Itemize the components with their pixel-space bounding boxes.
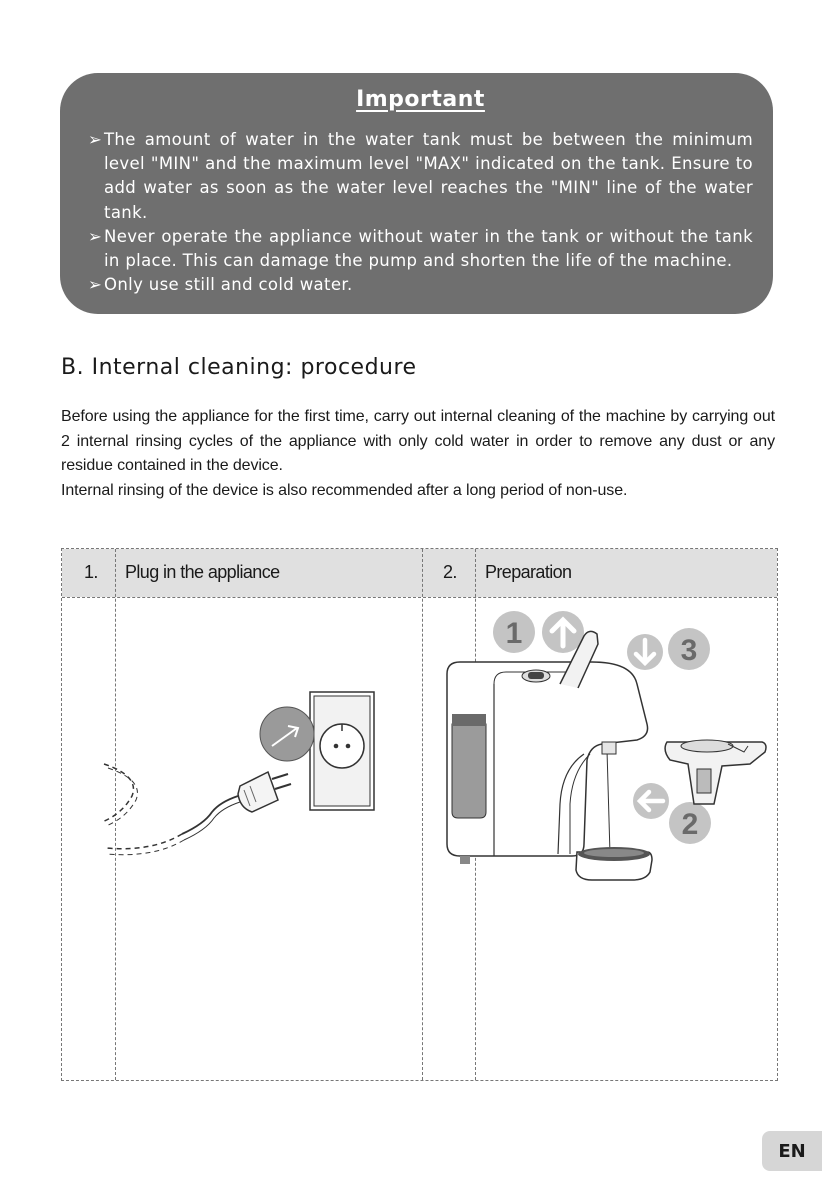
step-2-number: 2. bbox=[443, 562, 457, 582]
arrow-bullet-icon: ➢ bbox=[88, 226, 103, 246]
svg-text:2: 2 bbox=[681, 808, 699, 841]
step-1-label: Plug in the appliance bbox=[125, 562, 280, 582]
important-item: ➢ Never operate the appliance without water in the tank or without the tank in place. This can damage the pump and shorten the life of the machine. bbox=[88, 226, 753, 271]
important-title: Important bbox=[356, 87, 485, 112]
svg-text:3: 3 bbox=[680, 634, 698, 667]
steps-table bbox=[61, 548, 778, 1081]
intro-paragraph: Before using the appliance for the first time, carry out internal cleaning of the machine by carrying out 2 internal rinsing cycles of the appliance with only cold water in order to remove any dust or any residue contained in the device. bbox=[61, 408, 775, 474]
intro-text bbox=[61, 405, 775, 503]
important-list bbox=[88, 128, 753, 297]
important-item: ➢ The amount of water in the water tank must be between the minimum level "MIN" and the maximum level "MAX" indicated on the tank. Ensure to add water as soon as the water level reaches the "MIN" line of the water tank. bbox=[88, 130, 753, 222]
svg-text:1: 1 bbox=[505, 617, 523, 650]
coffee-machine-illustration bbox=[432, 604, 772, 904]
important-notice bbox=[60, 73, 773, 314]
water-tank bbox=[452, 724, 486, 818]
section-title: B. Internal cleaning: procedure bbox=[61, 355, 417, 380]
language-tab: EN bbox=[762, 1131, 822, 1171]
arrow-bullet-icon: ➢ bbox=[88, 130, 103, 149]
step-2-label: Preparation bbox=[485, 562, 572, 582]
arrow-bullet-icon: ➢ bbox=[88, 275, 103, 295]
important-item: ➢ Only use still and cold water. bbox=[88, 273, 753, 297]
plug-socket-illustration bbox=[92, 684, 382, 874]
intro-paragraph: Internal rinsing of the device is also recommended after a long period of non-use. bbox=[61, 481, 628, 499]
step-1-number: 1. bbox=[84, 562, 98, 582]
